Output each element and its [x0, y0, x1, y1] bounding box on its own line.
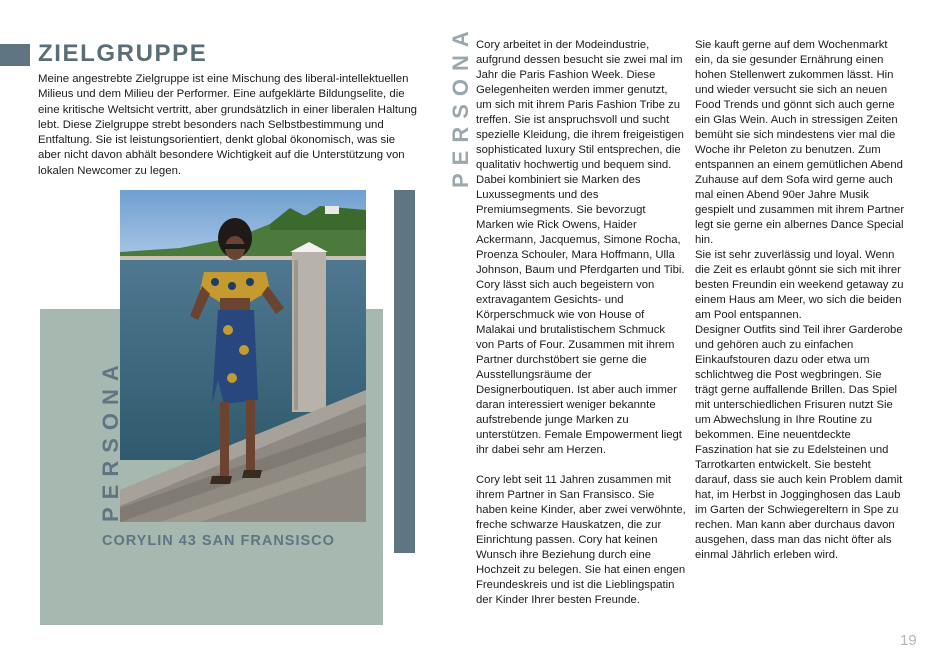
column2-paragraph: Sie ist sehr zuverlässig und loyal. Wenn die Zeit es erlaubt gönnt sie sich mit ihrer besten Freundin ein weekend getaway zu einem Haus am Meer, wo sich die beiden am Pool entspannen. [695, 249, 904, 321]
title-accent-bar [0, 44, 30, 66]
persona-label-vertical-right: PERSONA [448, 23, 473, 188]
column2-paragraph: Designer Outfits sind Teil ihrer Garderobe und gehören auch zu einfachen Einkaufstouren dazu oder etwa um schlichtweg die Post wegbringen. Sie trägt gerne auffallende Brillen. Das Spiel mit unterschiedlichen Frisuren nutzt Sie um Abwechslung in Ihre Routine zu bekommen. Eine neuentdeckte Faszination hat sie zu Edelsteinen und Tarrotkarten entwickelt. Sie besteht darauf, dass sie auch kein Problem damit hat, im Herbst in Jogginghosen das Laub im Garten der Schwiegereltern in Spe zu rechen. Man kann aber durchaus davon ausgehen, dass man das nicht öfter als einmal Jährlich erleben wird. [695, 324, 903, 561]
persona-photo [120, 190, 366, 522]
column1-paragraph: Cory lebt seit 11 Jahren zusammen mit ihrem Partner in San Fransisco. Sie haben keine Kinder, aber zwei verwöhnte, freche schwarze Hauskatzen, die zur Einrichtung passen. Cory hat keinen Wunsch ihre Beziehung durch eine Hochzeit zu belegen. Sie hat einen engen Freundeskreis und ist die Lieblingspatin der Kinder Ihrer besten Freunde. [476, 474, 686, 606]
persona-caption: CORYLIN 43 SAN FRANSISCO [102, 533, 335, 549]
text-column-2 [695, 38, 905, 563]
page-title: ZIELGRUPPE [38, 40, 208, 67]
intro-paragraph: Meine angestrebte Zielgruppe ist eine Mischung des liberal-intellektuellen Milieus und dem Milieu der Performer. Eine aufgeklärte Bildungselite, die eine kritische Weltsicht vertritt, aber grundsätzlich in einer liberalen Haltung lebt. Diese Zielgruppe strebt besonders nach Selbstbestimmung und Entfaltung. Sie ist leistungsorientiert, denkt global ökonomisch, was sie aber nicht davon abhält besondere Wichtigkeit auf die Unterstützung von lokalen Newcomer zu legen. [38, 73, 418, 177]
column1-paragraph: Cory arbeitet in der Modeindustrie, aufgrund dessen besucht sie zwei mal im Jahr die Paris Fashion Week. Diese Gelegenheiten werden immer genutzt, um sich mit ihrem Paris Fashion Tribe zu treffen. Sie ist anspruchsvoll und sucht spezielle Kleidung, die ihrem freigeistigen sophisticated luxury Stil entsprechen, die qualitativ hochwertig und bequem sind. Dabei kombiniert sie Marken des Luxussegments und des Premiumsegments. Sie bevorzugt Marken wie Rick Owens, Haider Ackermann, Jacquemus, Simone Rocha, Proenza Schouler, Mara Hoffmann, Ulla Johnson, Baum und Pferdgarten und Tibi. Cory lässt sich auch begeistern von extravagantem Gesichts- und Körperschmuck wie von House of Malakai und brutalistischem Schmuck von Parts of Four. Zusammen mit ihrem Partner durchstöbert sie gerne die Ausstellungsräume der Designerboutiquen. Ist aber auch immer daran interessiert weniger bekannte aufstrebende junge Marken zu unterstützen. Female Empowerment liegt ihr dabei sehr am Herzen. [476, 39, 685, 456]
page-number: 19 [900, 632, 917, 649]
slate-vertical-bar [394, 190, 415, 553]
persona-label-vertical: PERSONA [98, 357, 123, 522]
column2-paragraph: Sie kauft gerne auf dem Wochenmarkt ein, da sie gesunder Ernährung einen hohen Stellenwert zukommen lässt. Hin und wieder versucht sie sich an neuen Food Trends und gönnt sich auch gerne ein Glas Wein. Auch in stressigen Zeiten bemüht sie sich mindestens vier mal die Woche ihr Peleton zu benutzen. Zum entspannen an einem gemütlichen Abend Zuhause auf dem Sofa wird gerne auch mal einen Abend 90er Jahre Musik gespielt und zusammen mit ihrem Partner legt sie gerne ein albernes Dance Special hin. [695, 39, 905, 246]
text-column-1 [476, 38, 686, 608]
